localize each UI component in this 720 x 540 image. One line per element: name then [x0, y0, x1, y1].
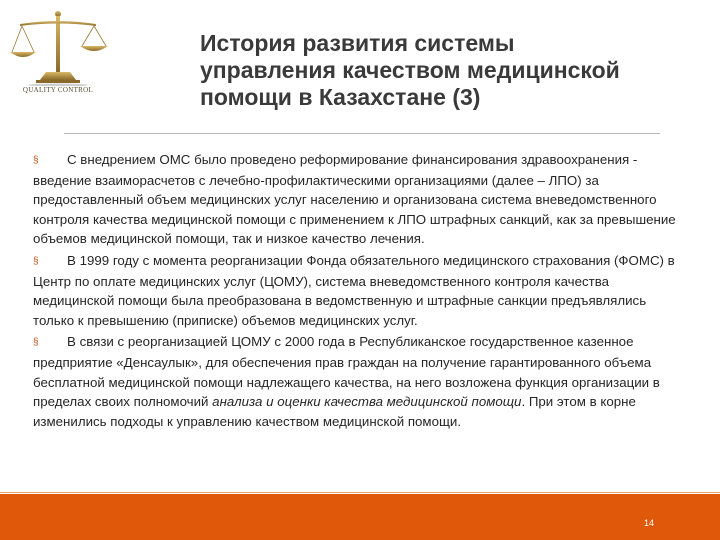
footer-bar: [0, 494, 720, 540]
quality-control-logo: [6, 6, 110, 94]
paragraph-3: [33, 332, 688, 431]
footer-highlight: [0, 492, 720, 493]
paragraph-2: [33, 251, 688, 330]
bullet-icon: §: [33, 337, 39, 349]
bullet-icon: §: [33, 155, 39, 166]
paragraph-emphasis: анализа и оценки качества медицинской помощи: [212, 394, 522, 410]
paragraph-text: В связи с реорганизацией ЦОМУ с 2000 года в Республиканское государственное казенное предприятие «Денсаулык», для обеспечения прав граждан на получение гарантированного объема бесплатной медицинской помощи надлежащего качества, на него возложена функция организации в пределах своих полномочий: [33, 334, 660, 410]
paragraph-text: . При этом в корне изменились подходы к управлению качеством медицинской помощи.: [33, 394, 636, 429]
slide-body: [33, 150, 688, 433]
paragraph-1: [33, 150, 688, 249]
title-divider: [64, 133, 660, 134]
paragraph-text: В 1999 году с момента реорганизации Фонда обязательного медицинского страхования (ФОМС) в Центр по оплате медицинских услуг (ЦОМУ), система вневедомственного контроля качества медицинской помощи была преобразована в ведомственную и штрафные санкции предъявлялись только к превышению (приписке) объемов медицинских услуг.: [33, 252, 675, 328]
bullet-icon: §: [33, 255, 39, 267]
page-number: 14: [643, 518, 654, 528]
slide-title: История развития системы управления качеством медицинской помощи в Казахстане (3): [200, 30, 620, 110]
scales-of-justice-icon: [6, 6, 110, 86]
paragraph-text: С внедрением ОМС было проведено реформирование финансирования здравоохранения - введение взаиморасчетов с лечебно-профилактическими организациями (далее – ЛПО) за предоставленный объем медицинских услуг населению и организована система вневедомственного контроля качества медицинской помощи с применением к ЛПО штрафных санкций, как за превышение объемов медицинской помощи, так и низкое качество лечения.: [33, 152, 676, 247]
logo-text: QUALITY CONTROL: [22, 86, 94, 94]
